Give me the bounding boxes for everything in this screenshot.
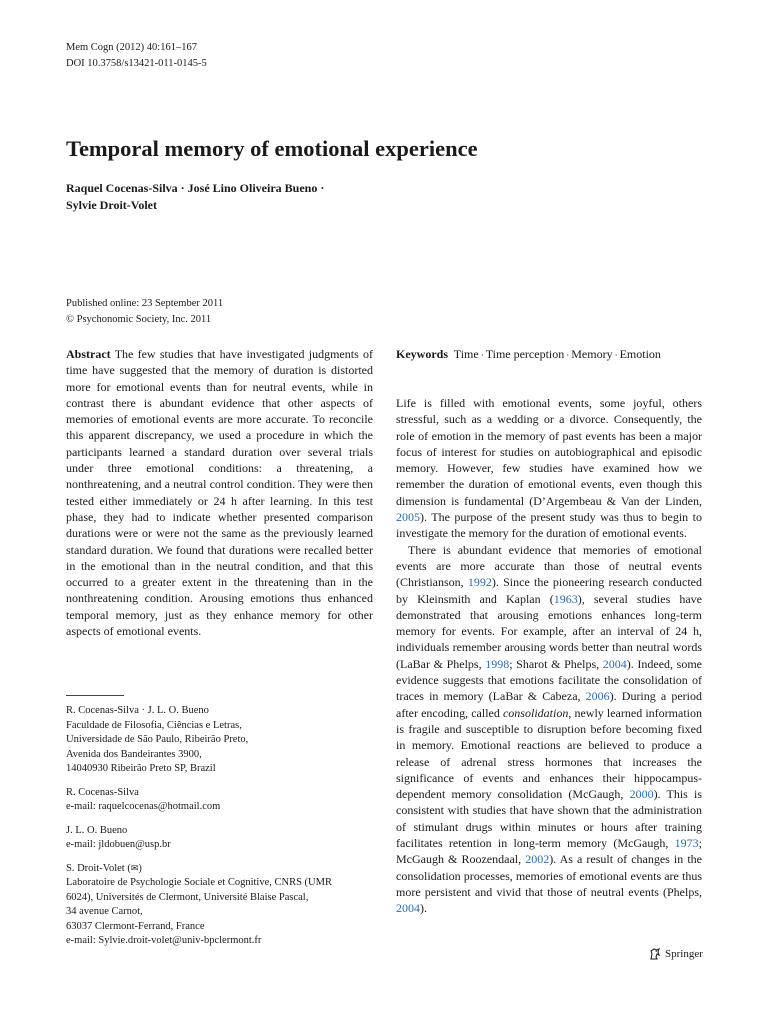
keyword-item: Memory bbox=[571, 347, 613, 361]
publisher-logo bbox=[648, 947, 703, 961]
citation-link[interactable]: 2006 bbox=[585, 689, 610, 704]
body-text-run: ). As a result of changes in the consolidation processes, memories of emotional events are thus more persistent and vivid that those of neutral events (Phelps, bbox=[396, 852, 702, 899]
citation-link[interactable]: 1998 bbox=[485, 656, 510, 671]
affiliation-name: S. Droit-Volet ( bbox=[66, 862, 131, 874]
affiliation-name: J. L. O. Bueno bbox=[66, 824, 128, 836]
citation-link[interactable]: 2004 bbox=[396, 901, 420, 916]
body-text-run: Life is filled with emotional events, some joyful, others stressful, such as a wedding or a divorce. Consequently, the role of emotion in the memory of past events has been a major focus of interest for studies on autobiographical and episodic memory. However, few studies have examined how we remember the duration of emotional events, even though this dimension is fundamental (D’Argembeau & Van der Linden, bbox=[396, 396, 702, 508]
publisher-name: Springer bbox=[665, 948, 703, 960]
affiliation-line: Faculdade de Filosofia, Ciências e Letras, bbox=[66, 719, 242, 731]
affiliation-line: 14040930 Ribeirão Preto SP, Brazil bbox=[66, 763, 216, 774]
citation-link[interactable]: 2002 bbox=[525, 852, 550, 867]
affiliation-line: 63037 Clermont-Ferrand, France bbox=[66, 920, 205, 932]
journal-citation: Mem Cogn (2012) 40:161–167 bbox=[66, 42, 197, 53]
keyword-item: Time bbox=[453, 347, 479, 361]
keyword-separator: · bbox=[566, 350, 570, 360]
springer-horse-icon bbox=[648, 947, 662, 961]
body-text bbox=[396, 395, 702, 917]
body-paragraph-1 bbox=[396, 395, 702, 542]
affiliation-line: 34 avenue Carnot, bbox=[66, 906, 143, 917]
journal-header bbox=[66, 40, 207, 72]
italic-term: consolidation bbox=[502, 705, 569, 720]
body-text-run: ; Sharot & Phelps, bbox=[509, 656, 603, 671]
affiliation-line: Avenida dos Bandeirantes 3900, bbox=[66, 748, 202, 760]
body-text-run: ). The purpose of the present study was thus to begin to investigate the memory for the duration of emotional events. bbox=[396, 510, 702, 541]
author-line-2: Sylvie Droit-Volet bbox=[66, 198, 157, 212]
keyword-separator: · bbox=[480, 350, 484, 360]
affiliations bbox=[66, 704, 376, 958]
affiliation-block-3 bbox=[66, 824, 376, 853]
doi-line[interactable]: DOI 10.3758/s13421-011-0145-5 bbox=[66, 58, 207, 69]
email-link[interactable]: e-mail: raquelcocenas@hotmail.com bbox=[66, 801, 221, 812]
body-text-run: ), several studies have demonstrated that arousing emotions enhances long-term memory for events. For example, after an interval of 24 h, individuals remember arousing words better than neutral words (LaBar & Phelps, bbox=[396, 591, 702, 671]
affiliation-line: Laboratoire de Psychologie Sociale et Cognitive, CNRS (UMR bbox=[66, 877, 332, 888]
affiliation-line: 6024), Universités de Clermont, Université Blaise Pascal, bbox=[66, 891, 309, 903]
abstract-text: The few studies that have investigated judgments of time have suggested that the memory of duration is distorted more for emotional events than for neutral events, while in contrast there is abundant evidence that other aspects of memories of emotional events are more accurate. To reconcile this apparent discrepancy, we used a procedure in which the participants learned a standard duration over several trials under three emotional conditions: a threatening, a nonthreatening, and a neutral control condition. They were then tested either immediately or 24 h after learning. In this test phase, they had to indicate whether presented comparison durations were or were not the same as the previously learned standard duration. We found that durations were recalled better in the emotional than in the neutral condition, and that this occurred to a greater extent in the threatening than in the nonthreatening condition. Arousing emotions thus enhanced temporal memory, just as they enhance memory for other aspects of emotional events. bbox=[66, 347, 373, 639]
body-text-run: ). Indeed, some evidence suggests that emotions facilitate the consolidation of traces in memory (LaBar & Cabeza, bbox=[396, 656, 702, 704]
body-text-run: ). Since the pioneering research conducted by Kleinsmith and Kaplan ( bbox=[396, 575, 702, 606]
article-title: Temporal memory of emotional experience bbox=[66, 136, 478, 161]
body-text-run: ). During a period after encoding, called bbox=[396, 689, 702, 720]
abstract bbox=[66, 346, 373, 639]
citation-link[interactable]: 2005 bbox=[396, 510, 420, 525]
citation-link[interactable]: 2004 bbox=[602, 656, 627, 671]
author-line-1: Raquel Cocenas-Silva · José Lino Oliveira Bueno · bbox=[66, 181, 325, 195]
affiliation-line: Universidade de São Paulo, Ribeirão Preto, bbox=[66, 734, 249, 745]
publication-info bbox=[66, 296, 223, 328]
citation-link[interactable]: 2000 bbox=[629, 787, 654, 802]
body-paragraph-2 bbox=[396, 542, 702, 917]
affiliation-block-2 bbox=[66, 786, 376, 815]
body-text-run: There is abundant evidence that memories of emotional events are more accurate than those of neutral events (Christianson, bbox=[396, 542, 702, 590]
affiliation-block-4 bbox=[66, 862, 376, 949]
keywords bbox=[396, 346, 702, 363]
affiliation-divider bbox=[66, 695, 124, 696]
body-text-run: ). This is consistent with studies that have shown that the administration of stimulant drugs within minutes or hours after training facilitates retention in long-term memory (McGaugh, bbox=[396, 787, 702, 851]
citation-link[interactable]: 1963 bbox=[553, 591, 578, 606]
citation-link[interactable]: 1973 bbox=[674, 836, 699, 851]
envelope-icon: ✉ bbox=[130, 863, 139, 874]
copyright-line: © Psychonomic Society, Inc. 2011 bbox=[66, 314, 212, 325]
keyword-separator: · bbox=[614, 350, 618, 360]
keywords-label: Keywords bbox=[396, 347, 448, 361]
keyword-item: Emotion bbox=[619, 347, 661, 361]
email-link[interactable]: e-mail: jldobuen@usp.br bbox=[66, 839, 171, 850]
affiliation-names: R. Cocenas-Silva · J. L. O. Bueno bbox=[66, 705, 209, 716]
email-link[interactable]: e-mail: Sylvie.droit-volet@univ-bpclermont.fr bbox=[66, 935, 262, 946]
corresponding-author bbox=[66, 862, 376, 877]
body-text-run: ). bbox=[420, 901, 427, 916]
affiliation-name: R. Cocenas-Silva bbox=[66, 786, 139, 798]
author-list bbox=[66, 180, 406, 214]
body-text-run: , newly learned information is fragile and susceptible to disruption before becoming fixed in memory. Emotional reactions are believed to produce a release of adrenal stress hormones that increases the significance of events and enhances their hippocampus-dependent memory consolidation (McGaugh, bbox=[396, 705, 702, 802]
keyword-item: Time perception bbox=[485, 347, 565, 361]
body-text-run: ; McGaugh & Roozendaal, bbox=[396, 836, 702, 867]
abstract-label: Abstract bbox=[66, 347, 111, 361]
affiliation-block-1 bbox=[66, 704, 376, 777]
affiliation-name-end: ) bbox=[138, 862, 142, 874]
published-date: Published online: 23 September 2011 bbox=[66, 298, 224, 309]
citation-link[interactable]: 1992 bbox=[467, 575, 492, 590]
